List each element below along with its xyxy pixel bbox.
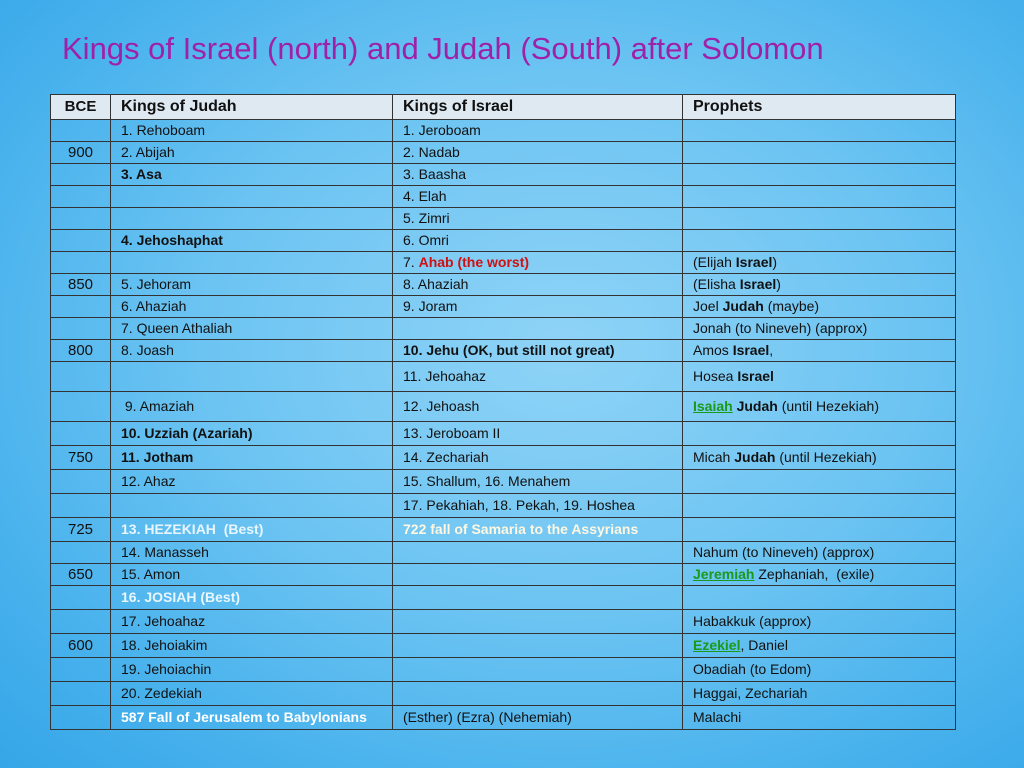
prophet-suffix: Zephaniah, (exile) [754,566,875,582]
table-row [51,422,956,446]
israel-cell [393,252,683,274]
israel-cell [393,682,683,706]
israel-cell: 14. Zechariah [393,446,683,470]
bce-cell: 800 [51,340,111,362]
prophets-cell [683,208,956,230]
israel-cell: 2. Nadab [393,142,683,164]
judah-cell: 6. Ahaziah [111,296,393,318]
bce-cell [51,470,111,494]
prophets-cell [683,230,956,252]
prophets-cell [683,362,956,392]
bce-cell [51,682,111,706]
header-bce: BCE [51,95,111,120]
judah-cell: 20. Zedekiah [111,682,393,706]
prophets-cell: Jonah (to Nineveh) (approx) [683,318,956,340]
table-row [51,362,956,392]
bce-cell [51,252,111,274]
prophets-cell [683,392,956,422]
bce-cell [51,586,111,610]
bce-cell: 900 [51,142,111,164]
israel-cell: (Esther) (Ezra) (Nehemiah) [393,706,683,730]
page-title: Kings of Israel (north) and Judah (South) after Solomon [62,31,824,66]
judah-cell: 17. Jehoahaz [111,610,393,634]
table-row [51,392,956,422]
prophet-suffix: ) [772,254,778,270]
bce-cell [51,542,111,564]
table-row [51,208,956,230]
table-row [51,542,956,564]
israel-cell: 8. Ahaziah [393,274,683,296]
judah-cell [111,494,393,518]
israel-cell [393,586,683,610]
prophet-kingdom: Israel [739,276,777,292]
table-row [51,610,956,634]
bce-cell [51,362,111,392]
judah-cell: 15. Amon [111,564,393,586]
prophet-name: Joel [693,298,723,314]
judah-cell: 9. Amaziah [111,392,393,422]
prophets-cell [683,470,956,494]
prophet-suffix: (until Hezekiah) [775,449,877,465]
israel-cell: 13. Jeroboam II [393,422,683,446]
judah-cell: 5. Jehoram [111,274,393,296]
bce-cell [51,658,111,682]
prophet-kingdom: Israel [735,254,773,270]
israel-cell [393,634,683,658]
table-row [51,318,956,340]
prophets-cell: Habakkuk (approx) [683,610,956,634]
judah-cell: 11. Jotham [111,446,393,470]
table-row [51,340,956,362]
israel-cell: 10. Jehu (OK, but still not great) [393,340,683,362]
bce-cell: 850 [51,274,111,296]
table-row [51,142,956,164]
bce-cell [51,208,111,230]
israel-cell: 1. Jeroboam [393,120,683,142]
israel-cell: 3. Baasha [393,164,683,186]
israel-cell: 4. Elah [393,186,683,208]
judah-cell [111,252,393,274]
isaiah-link[interactable]: Isaiah [693,398,733,414]
prophets-cell [683,186,956,208]
israel-cell: 6. Omri [393,230,683,252]
prophets-cell [683,518,956,542]
josiah-best-cell: 16. JOSIAH (Best) [111,586,393,610]
prophet-suffix: ) [776,276,781,292]
table-row [51,564,956,586]
prophet-kingdom: Judah [732,398,778,414]
bce-cell: 750 [51,446,111,470]
prophets-cell: Nahum (to Nineveh) (approx) [683,542,956,564]
prophets-cell [683,446,956,470]
table-row [51,586,956,610]
judah-cell [111,362,393,392]
table-row [51,634,956,658]
israel-cell [393,318,683,340]
judah-cell: 7. Queen Athaliah [111,318,393,340]
israel-cell: 12. Jehoash [393,392,683,422]
table-row [51,446,956,470]
bce-cell [51,422,111,446]
prophet-name: (Elisha [693,276,740,292]
prophets-cell [683,586,956,610]
samaria-fall-cell: 722 fall of Samaria to the Assyrians [393,518,683,542]
bce-cell [51,164,111,186]
header-prophets: Prophets [683,95,956,120]
bce-cell [51,318,111,340]
prophet-suffix: , [769,342,774,358]
prophet-kingdom: Israel [732,342,770,358]
judah-cell: 2. Abijah [111,142,393,164]
table-row [51,252,956,274]
prophets-cell [683,252,956,274]
bce-cell [51,392,111,422]
judah-cell [111,208,393,230]
table-row [51,658,956,682]
bce-cell [51,186,111,208]
prophets-cell: Obadiah (to Edom) [683,658,956,682]
table-row [51,494,956,518]
prophet-name: Hosea [693,368,738,384]
hezekiah-best-cell: 13. HEZEKIAH (Best) [111,518,393,542]
israel-cell: 11. Jehoahaz [393,362,683,392]
prophet-suffix: (until Hezekiah) [777,398,879,414]
israel-cell: 15. Shallum, 16. Menahem [393,470,683,494]
bce-cell: 600 [51,634,111,658]
prophet-suffix: , Daniel [740,637,788,653]
prophet-name: Amos [693,342,733,358]
bce-cell: 725 [51,518,111,542]
prophets-cell [683,120,956,142]
judah-cell: 1. Rehoboam [111,120,393,142]
table-header-row [51,95,956,120]
prophets-cell [683,494,956,518]
ezekiel-link[interactable]: Ezekiel [693,637,741,653]
prophet-kingdom: Judah [722,298,764,314]
judah-cell: 18. Jehoiakim [111,634,393,658]
prophets-cell [683,164,956,186]
prophets-cell [683,340,956,362]
judah-cell: 8. Joash [111,340,393,362]
bce-cell [51,120,111,142]
header-kings-of-israel: Kings of Israel [393,95,683,120]
prophets-cell [683,634,956,658]
table-row [51,682,956,706]
judah-cell: 14. Manasseh [111,542,393,564]
israel-cell: 9. Joram [393,296,683,318]
jeremiah-link[interactable]: Jeremiah [693,566,755,582]
israel-cell [393,542,683,564]
table-row [51,120,956,142]
table-row [51,164,956,186]
israel-cell [393,610,683,634]
israel-cell: 17. Pekahiah, 18. Pekah, 19. Hoshea [393,494,683,518]
israel-cell [393,564,683,586]
judah-cell: 4. Jehoshaphat [111,230,393,252]
prophets-cell [683,564,956,586]
prophet-name: (Elijah [693,254,736,270]
prophets-cell [683,422,956,446]
table-row [51,470,956,494]
prophets-cell: Haggai, Zechariah [683,682,956,706]
table-row [51,706,956,730]
judah-cell [111,186,393,208]
bce-cell [51,494,111,518]
header-kings-of-judah: Kings of Judah [111,95,393,120]
israel-cell [393,658,683,682]
bce-cell [51,296,111,318]
judah-cell: 10. Uzziah (Azariah) [111,422,393,446]
kings-table [50,94,956,730]
table-row [51,230,956,252]
table-row [51,186,956,208]
prophets-cell [683,142,956,164]
jerusalem-fall-cell: 587 Fall of Jerusalem to Babylonians [111,706,393,730]
prophet-suffix: (maybe) [763,298,820,314]
prophets-cell [683,274,956,296]
judah-cell: 3. Asa [111,164,393,186]
bce-cell [51,610,111,634]
judah-cell: 19. Jehoiachin [111,658,393,682]
israel-cell-number: 7. [403,254,419,270]
prophets-cell [683,296,956,318]
bce-cell [51,230,111,252]
bce-cell: 650 [51,564,111,586]
table-row [51,296,956,318]
prophet-kingdom: Israel [737,368,774,384]
israel-cell: 5. Zimri [393,208,683,230]
prophets-cell: Malachi [683,706,956,730]
judah-cell: 12. Ahaz [111,470,393,494]
prophet-kingdom: Judah [734,449,776,465]
prophet-name: Micah [693,449,735,465]
bce-cell [51,706,111,730]
ahab-worst-label: Ahab (the worst) [418,254,530,270]
table-row [51,274,956,296]
table-row [51,518,956,542]
